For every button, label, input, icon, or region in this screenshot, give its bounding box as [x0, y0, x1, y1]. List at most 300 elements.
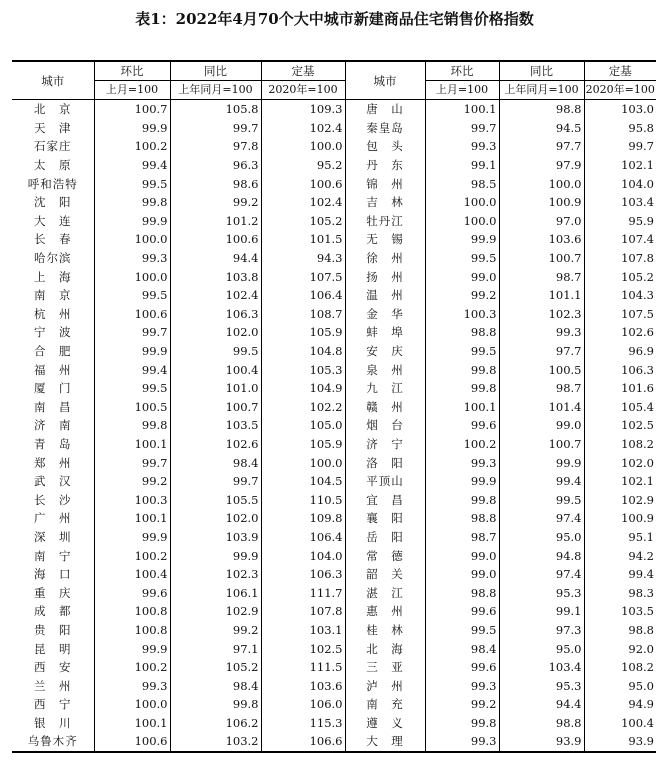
cell-base-right: 102.1 — [584, 156, 656, 175]
cell-mom-left: 100.0 — [94, 267, 170, 286]
cell-mom-left: 99.5 — [94, 286, 170, 305]
cell-mom-right: 99.8 — [425, 714, 499, 733]
table-row — [12, 249, 656, 268]
cell-base-left: 105.9 — [261, 435, 345, 454]
col-subheader-yoy-left: 上年同月=100 — [170, 81, 261, 100]
cell-city-right: 常 德 — [345, 546, 425, 565]
cell-city-right: 湛 江 — [345, 583, 425, 602]
col-subheader-mom-right: 上月=100 — [425, 81, 499, 100]
cell-mom-left: 100.1 — [94, 509, 170, 528]
cell-base-left: 105.2 — [261, 212, 345, 231]
cell-base-right: 102.9 — [584, 490, 656, 509]
cell-city-right: 宜 昌 — [345, 490, 425, 509]
cell-mom-right: 99.9 — [425, 472, 499, 491]
cell-yoy-left: 102.0 — [170, 323, 261, 342]
cell-base-right: 96.9 — [584, 342, 656, 361]
cell-yoy-right: 101.4 — [499, 398, 584, 417]
cell-yoy-right: 100.0 — [499, 174, 584, 193]
cell-city-left: 天 津 — [34, 120, 72, 135]
cell-city-right: 温 州 — [345, 286, 425, 305]
cell-base-left: 95.2 — [261, 156, 345, 175]
cell-yoy-right: 94.4 — [499, 695, 584, 714]
cell-base-right: 100.9 — [584, 509, 656, 528]
cell-city-right: 岳 阳 — [345, 528, 425, 547]
cell-city-right: 九 江 — [345, 379, 425, 398]
cell-city-left: 重 庆 — [34, 585, 72, 600]
cell-base-left: 102.5 — [261, 639, 345, 658]
cell-city-right: 北 海 — [345, 639, 425, 658]
cell-base-right: 102.0 — [584, 453, 656, 472]
cell-yoy-right: 95.3 — [499, 583, 584, 602]
cell-base-left: 108.7 — [261, 305, 345, 324]
cell-mom-right: 99.3 — [425, 137, 499, 156]
cell-base-left: 110.5 — [261, 490, 345, 509]
cell-mom-left: 99.2 — [94, 472, 170, 491]
cell-mom-right: 100.1 — [425, 100, 499, 119]
table-row — [12, 676, 656, 695]
cell-city-left: 杭 州 — [34, 306, 72, 321]
cell-mom-left: 99.8 — [94, 416, 170, 435]
cell-yoy-right: 98.8 — [499, 714, 584, 733]
cell-base-right: 102.5 — [584, 416, 656, 435]
cell-base-left: 109.8 — [261, 509, 345, 528]
col-subheader-base-right: 2020年=100 — [584, 81, 656, 100]
cell-city-left: 贵 阳 — [34, 622, 72, 637]
cell-mom-left: 99.8 — [94, 193, 170, 212]
cell-base-left: 104.8 — [261, 342, 345, 361]
table-row — [12, 360, 656, 379]
cell-mom-left: 100.6 — [94, 732, 170, 752]
cell-yoy-left: 99.2 — [170, 621, 261, 640]
cell-city-left: 南 京 — [34, 288, 72, 303]
cell-city-right: 丹 东 — [345, 156, 425, 175]
cell-yoy-left: 99.5 — [170, 342, 261, 361]
cell-base-left: 106.4 — [261, 528, 345, 547]
cell-mom-left: 99.9 — [94, 528, 170, 547]
cell-mom-left: 100.0 — [94, 230, 170, 249]
table-row — [12, 714, 656, 733]
cell-city-left: 深 圳 — [34, 529, 72, 544]
table-row — [12, 100, 656, 119]
cell-city-left: 沈 阳 — [34, 195, 72, 210]
cell-yoy-right: 98.7 — [499, 267, 584, 286]
table-row — [12, 342, 656, 361]
cell-city-right: 洛 阳 — [345, 453, 425, 472]
cell-city-right: 唐 山 — [345, 100, 425, 119]
cell-mom-right: 99.5 — [425, 621, 499, 640]
cell-city-left: 长 沙 — [34, 492, 72, 507]
cell-base-left: 115.3 — [261, 714, 345, 733]
cell-yoy-right: 98.7 — [499, 379, 584, 398]
col-header-city-left: 城市 — [12, 61, 94, 100]
cell-yoy-left: 106.3 — [170, 305, 261, 324]
cell-mom-right: 99.5 — [425, 249, 499, 268]
cell-yoy-left: 102.0 — [170, 509, 261, 528]
cell-yoy-left: 99.7 — [170, 472, 261, 491]
cell-city-left: 福 州 — [34, 362, 72, 377]
cell-mom-right: 99.1 — [425, 156, 499, 175]
cell-base-left: 103.6 — [261, 676, 345, 695]
cell-mom-left: 100.8 — [94, 602, 170, 621]
table-row — [12, 193, 656, 212]
cell-mom-right: 99.0 — [425, 267, 499, 286]
cell-mom-right: 100.3 — [425, 305, 499, 324]
cell-base-right: 102.6 — [584, 323, 656, 342]
cell-mom-left: 100.2 — [94, 658, 170, 677]
col-header-yoy-left: 同比 — [170, 61, 261, 81]
cell-yoy-right: 97.0 — [499, 212, 584, 231]
cell-base-left: 100.0 — [261, 453, 345, 472]
cell-mom-left: 99.9 — [94, 119, 170, 138]
cell-yoy-right: 99.0 — [499, 416, 584, 435]
cell-base-right: 98.3 — [584, 583, 656, 602]
table-row — [12, 583, 656, 602]
cell-city-left: 石家庄 — [34, 139, 72, 154]
table-row — [12, 621, 656, 640]
cell-base-right: 99.4 — [584, 565, 656, 584]
cell-city-left: 呼和浩特 — [27, 176, 78, 191]
cell-city-left: 乌鲁木齐 — [12, 732, 94, 752]
cell-mom-left: 100.2 — [94, 137, 170, 156]
col-header-yoy-right: 同比 — [499, 61, 584, 81]
col-header-mom-left: 环比 — [94, 61, 170, 81]
cell-mom-left: 99.9 — [94, 342, 170, 361]
cell-yoy-left: 98.6 — [170, 174, 261, 193]
cell-base-right: 106.3 — [584, 360, 656, 379]
cell-mom-right: 99.3 — [425, 453, 499, 472]
cell-city-right: 赣 州 — [345, 398, 425, 417]
cell-base-left: 104.9 — [261, 379, 345, 398]
cell-mom-right: 100.1 — [425, 398, 499, 417]
col-header-base-right: 定基 — [584, 61, 656, 81]
cell-yoy-right: 97.7 — [499, 137, 584, 156]
cell-city-left: 兰 州 — [34, 678, 72, 693]
cell-yoy-left: 102.4 — [170, 286, 261, 305]
cell-city-left: 合 肥 — [34, 344, 72, 359]
cell-base-right: 95.8 — [584, 119, 656, 138]
cell-yoy-left: 99.9 — [170, 546, 261, 565]
cell-base-left: 111.7 — [261, 583, 345, 602]
cell-base-right: 95.1 — [584, 528, 656, 547]
cell-base-right: 100.4 — [584, 714, 656, 733]
cell-yoy-left: 100.7 — [170, 398, 261, 417]
cell-mom-left: 100.6 — [94, 305, 170, 324]
cell-yoy-right: 99.4 — [499, 472, 584, 491]
cell-yoy-right: 99.9 — [499, 453, 584, 472]
table-row — [12, 695, 656, 714]
cell-mom-right: 99.6 — [425, 416, 499, 435]
cell-mom-right: 99.5 — [425, 342, 499, 361]
cell-base-left: 100.0 — [261, 137, 345, 156]
cell-city-right: 吉 林 — [345, 193, 425, 212]
cell-yoy-right: 99.3 — [499, 323, 584, 342]
cell-mom-right: 99.2 — [425, 695, 499, 714]
cell-city-right: 桂 林 — [345, 621, 425, 640]
cell-base-right: 103.0 — [584, 100, 656, 119]
table-row — [12, 435, 656, 454]
cell-base-right: 102.1 — [584, 472, 656, 491]
cell-base-right: 105.4 — [584, 398, 656, 417]
cell-base-right: 94.9 — [584, 695, 656, 714]
cell-yoy-left: 97.8 — [170, 137, 261, 156]
cell-city-left: 西 宁 — [34, 697, 72, 712]
cell-base-right: 98.8 — [584, 621, 656, 640]
cell-city-left: 长 春 — [34, 232, 72, 247]
table-row — [12, 230, 656, 249]
cell-base-right: 108.2 — [584, 658, 656, 677]
cell-yoy-right: 99.1 — [499, 602, 584, 621]
table-row — [12, 323, 656, 342]
cell-city-right: 烟 台 — [345, 416, 425, 435]
cell-yoy-right: 95.0 — [499, 639, 584, 658]
cell-city-right: 南 充 — [345, 695, 425, 714]
cell-yoy-left: 106.2 — [170, 714, 261, 733]
cell-mom-right: 98.8 — [425, 509, 499, 528]
cell-city-right: 大 理 — [345, 732, 425, 752]
cell-city-left: 北 京 — [34, 102, 72, 117]
cell-base-right: 94.2 — [584, 546, 656, 565]
cell-base-right: 104.0 — [584, 174, 656, 193]
cell-city-right: 襄 阳 — [345, 509, 425, 528]
cell-base-left: 105.3 — [261, 360, 345, 379]
cell-yoy-right: 103.4 — [499, 658, 584, 677]
cell-city-right: 平顶山 — [345, 472, 425, 491]
cell-mom-right: 99.8 — [425, 360, 499, 379]
cell-mom-right: 98.7 — [425, 528, 499, 547]
cell-yoy-right: 100.9 — [499, 193, 584, 212]
col-subheader-mom-left: 上月=100 — [94, 81, 170, 100]
cell-mom-right: 99.8 — [425, 490, 499, 509]
cell-mom-left: 99.7 — [94, 323, 170, 342]
cell-city-right: 泸 州 — [345, 676, 425, 695]
cell-yoy-right: 101.1 — [499, 286, 584, 305]
table-row — [12, 305, 656, 324]
cell-base-right: 105.2 — [584, 267, 656, 286]
cell-base-left: 105.0 — [261, 416, 345, 435]
price-index-table — [12, 60, 656, 753]
cell-base-left: 102.4 — [261, 193, 345, 212]
cell-base-right: 95.9 — [584, 212, 656, 231]
cell-yoy-right: 97.3 — [499, 621, 584, 640]
cell-city-left: 济 南 — [34, 418, 72, 433]
table-row — [12, 602, 656, 621]
cell-city-right: 三 亚 — [345, 658, 425, 677]
cell-mom-right: 99.6 — [425, 602, 499, 621]
cell-mom-right: 100.0 — [425, 193, 499, 212]
cell-base-right: 93.9 — [584, 732, 656, 752]
cell-yoy-left: 103.2 — [170, 732, 261, 752]
cell-base-left: 104.5 — [261, 472, 345, 491]
cell-city-right: 金 华 — [345, 305, 425, 324]
cell-city-left: 宁 波 — [34, 325, 72, 340]
cell-yoy-left: 102.9 — [170, 602, 261, 621]
cell-city-right: 泉 州 — [345, 360, 425, 379]
cell-yoy-right: 100.5 — [499, 360, 584, 379]
cell-mom-right: 99.3 — [425, 676, 499, 695]
cell-city-left: 南 宁 — [34, 548, 72, 563]
cell-yoy-left: 99.2 — [170, 193, 261, 212]
cell-city-left: 上 海 — [34, 269, 72, 284]
cell-mom-left: 99.3 — [94, 249, 170, 268]
cell-base-right: 107.8 — [584, 249, 656, 268]
cell-yoy-left: 100.4 — [170, 360, 261, 379]
table-row — [12, 546, 656, 565]
cell-base-left: 106.3 — [261, 565, 345, 584]
cell-mom-left: 100.5 — [94, 398, 170, 417]
cell-yoy-right: 97.9 — [499, 156, 584, 175]
cell-mom-right: 99.6 — [425, 658, 499, 677]
table-row — [12, 398, 656, 417]
cell-base-left: 107.5 — [261, 267, 345, 286]
cell-yoy-right: 98.8 — [499, 100, 584, 119]
cell-mom-right: 99.0 — [425, 546, 499, 565]
cell-mom-right: 99.9 — [425, 230, 499, 249]
cell-base-right: 107.5 — [584, 305, 656, 324]
table-row — [12, 212, 656, 231]
cell-mom-left: 99.9 — [94, 639, 170, 658]
cell-mom-left: 100.2 — [94, 546, 170, 565]
cell-yoy-right: 100.7 — [499, 435, 584, 454]
cell-base-left: 107.8 — [261, 602, 345, 621]
table-row — [12, 379, 656, 398]
cell-mom-left: 99.3 — [94, 676, 170, 695]
cell-yoy-left: 100.6 — [170, 230, 261, 249]
cell-city-right: 徐 州 — [345, 249, 425, 268]
cell-yoy-right: 97.4 — [499, 565, 584, 584]
cell-base-left: 103.1 — [261, 621, 345, 640]
cell-yoy-right: 102.3 — [499, 305, 584, 324]
cell-mom-left: 99.7 — [94, 453, 170, 472]
cell-base-right: 104.3 — [584, 286, 656, 305]
cell-mom-left: 100.7 — [94, 100, 170, 119]
cell-mom-left: 99.4 — [94, 360, 170, 379]
cell-city-left: 成 都 — [34, 604, 72, 619]
table-body — [12, 100, 656, 752]
cell-base-left: 111.5 — [261, 658, 345, 677]
cell-yoy-left: 103.5 — [170, 416, 261, 435]
cell-base-right: 101.6 — [584, 379, 656, 398]
cell-mom-right: 99.3 — [425, 732, 499, 752]
cell-city-right: 蚌 埠 — [345, 323, 425, 342]
table-row — [12, 174, 656, 193]
col-header-mom-right: 环比 — [425, 61, 499, 81]
cell-yoy-right: 103.6 — [499, 230, 584, 249]
cell-yoy-left: 97.1 — [170, 639, 261, 658]
cell-mom-right: 98.4 — [425, 639, 499, 658]
cell-city-left: 银 川 — [34, 715, 72, 730]
cell-yoy-right: 99.5 — [499, 490, 584, 509]
table-row — [12, 156, 656, 175]
cell-mom-left: 100.1 — [94, 714, 170, 733]
table-title: 表1：2022年4月70个大中城市新建商品住宅销售价格指数 — [135, 10, 534, 28]
cell-city-right: 牡丹江 — [345, 212, 425, 231]
cell-city-left: 海 口 — [34, 567, 72, 582]
table-row — [12, 565, 656, 584]
table-row — [12, 453, 656, 472]
cell-yoy-left: 98.4 — [170, 453, 261, 472]
cell-mom-right: 100.2 — [425, 435, 499, 454]
cell-base-right: 103.4 — [584, 193, 656, 212]
cell-base-left: 101.5 — [261, 230, 345, 249]
cell-mom-right: 98.5 — [425, 174, 499, 193]
table-row — [12, 639, 656, 658]
cell-mom-left: 99.5 — [94, 379, 170, 398]
cell-base-left: 100.6 — [261, 174, 345, 193]
cell-yoy-right: 97.7 — [499, 342, 584, 361]
cell-city-right: 秦皇岛 — [345, 119, 425, 138]
cell-base-left: 104.0 — [261, 546, 345, 565]
table-row — [12, 119, 656, 138]
cell-base-left: 106.6 — [261, 732, 345, 752]
cell-yoy-left: 101.0 — [170, 379, 261, 398]
cell-base-left: 106.4 — [261, 286, 345, 305]
cell-base-left: 106.0 — [261, 695, 345, 714]
cell-yoy-left: 94.4 — [170, 249, 261, 268]
cell-mom-left: 100.0 — [94, 695, 170, 714]
cell-yoy-left: 105.8 — [170, 100, 261, 119]
cell-city-left: 太 原 — [34, 158, 72, 173]
cell-yoy-right: 93.9 — [499, 732, 584, 752]
cell-city-right: 无 锡 — [345, 230, 425, 249]
cell-base-left: 105.9 — [261, 323, 345, 342]
cell-city-left: 郑 州 — [34, 455, 72, 470]
cell-base-right: 92.0 — [584, 639, 656, 658]
cell-city-left: 武 汉 — [34, 474, 72, 489]
col-subheader-base-left: 2020年=100 — [261, 81, 345, 100]
cell-city-right: 韶 关 — [345, 565, 425, 584]
cell-base-right: 107.4 — [584, 230, 656, 249]
cell-city-left: 西 安 — [34, 660, 72, 675]
cell-mom-left: 100.1 — [94, 435, 170, 454]
cell-city-left: 大 连 — [34, 213, 72, 228]
cell-city-left: 哈尔滨 — [34, 251, 72, 266]
cell-yoy-right: 95.0 — [499, 528, 584, 547]
cell-city-right: 惠 州 — [345, 602, 425, 621]
cell-yoy-left: 99.7 — [170, 119, 261, 138]
cell-mom-right: 99.0 — [425, 565, 499, 584]
cell-yoy-right: 95.3 — [499, 676, 584, 695]
table-row — [12, 528, 656, 547]
cell-city-left: 青 岛 — [34, 436, 72, 451]
table-row — [12, 416, 656, 435]
cell-mom-right: 98.8 — [425, 583, 499, 602]
table-row — [12, 658, 656, 677]
cell-yoy-right: 94.8 — [499, 546, 584, 565]
cell-yoy-left: 105.5 — [170, 490, 261, 509]
cell-mom-right: 100.0 — [425, 212, 499, 231]
cell-mom-right: 99.2 — [425, 286, 499, 305]
table-row — [12, 286, 656, 305]
cell-yoy-right: 100.7 — [499, 249, 584, 268]
cell-city-left: 广 州 — [34, 511, 72, 526]
cell-yoy-right: 97.4 — [499, 509, 584, 528]
cell-yoy-left: 103.9 — [170, 528, 261, 547]
cell-base-left: 94.3 — [261, 249, 345, 268]
col-header-city-right: 城市 — [345, 61, 425, 100]
table-row — [12, 509, 656, 528]
cell-yoy-left: 96.3 — [170, 156, 261, 175]
cell-city-left: 南 昌 — [34, 399, 72, 414]
cell-mom-right: 99.7 — [425, 119, 499, 138]
cell-yoy-left: 105.2 — [170, 658, 261, 677]
cell-yoy-left: 102.3 — [170, 565, 261, 584]
cell-yoy-left: 101.2 — [170, 212, 261, 231]
cell-mom-left: 99.5 — [94, 174, 170, 193]
cell-mom-right: 99.8 — [425, 379, 499, 398]
cell-yoy-left: 102.6 — [170, 435, 261, 454]
cell-mom-left: 100.3 — [94, 490, 170, 509]
cell-mom-left: 100.8 — [94, 621, 170, 640]
